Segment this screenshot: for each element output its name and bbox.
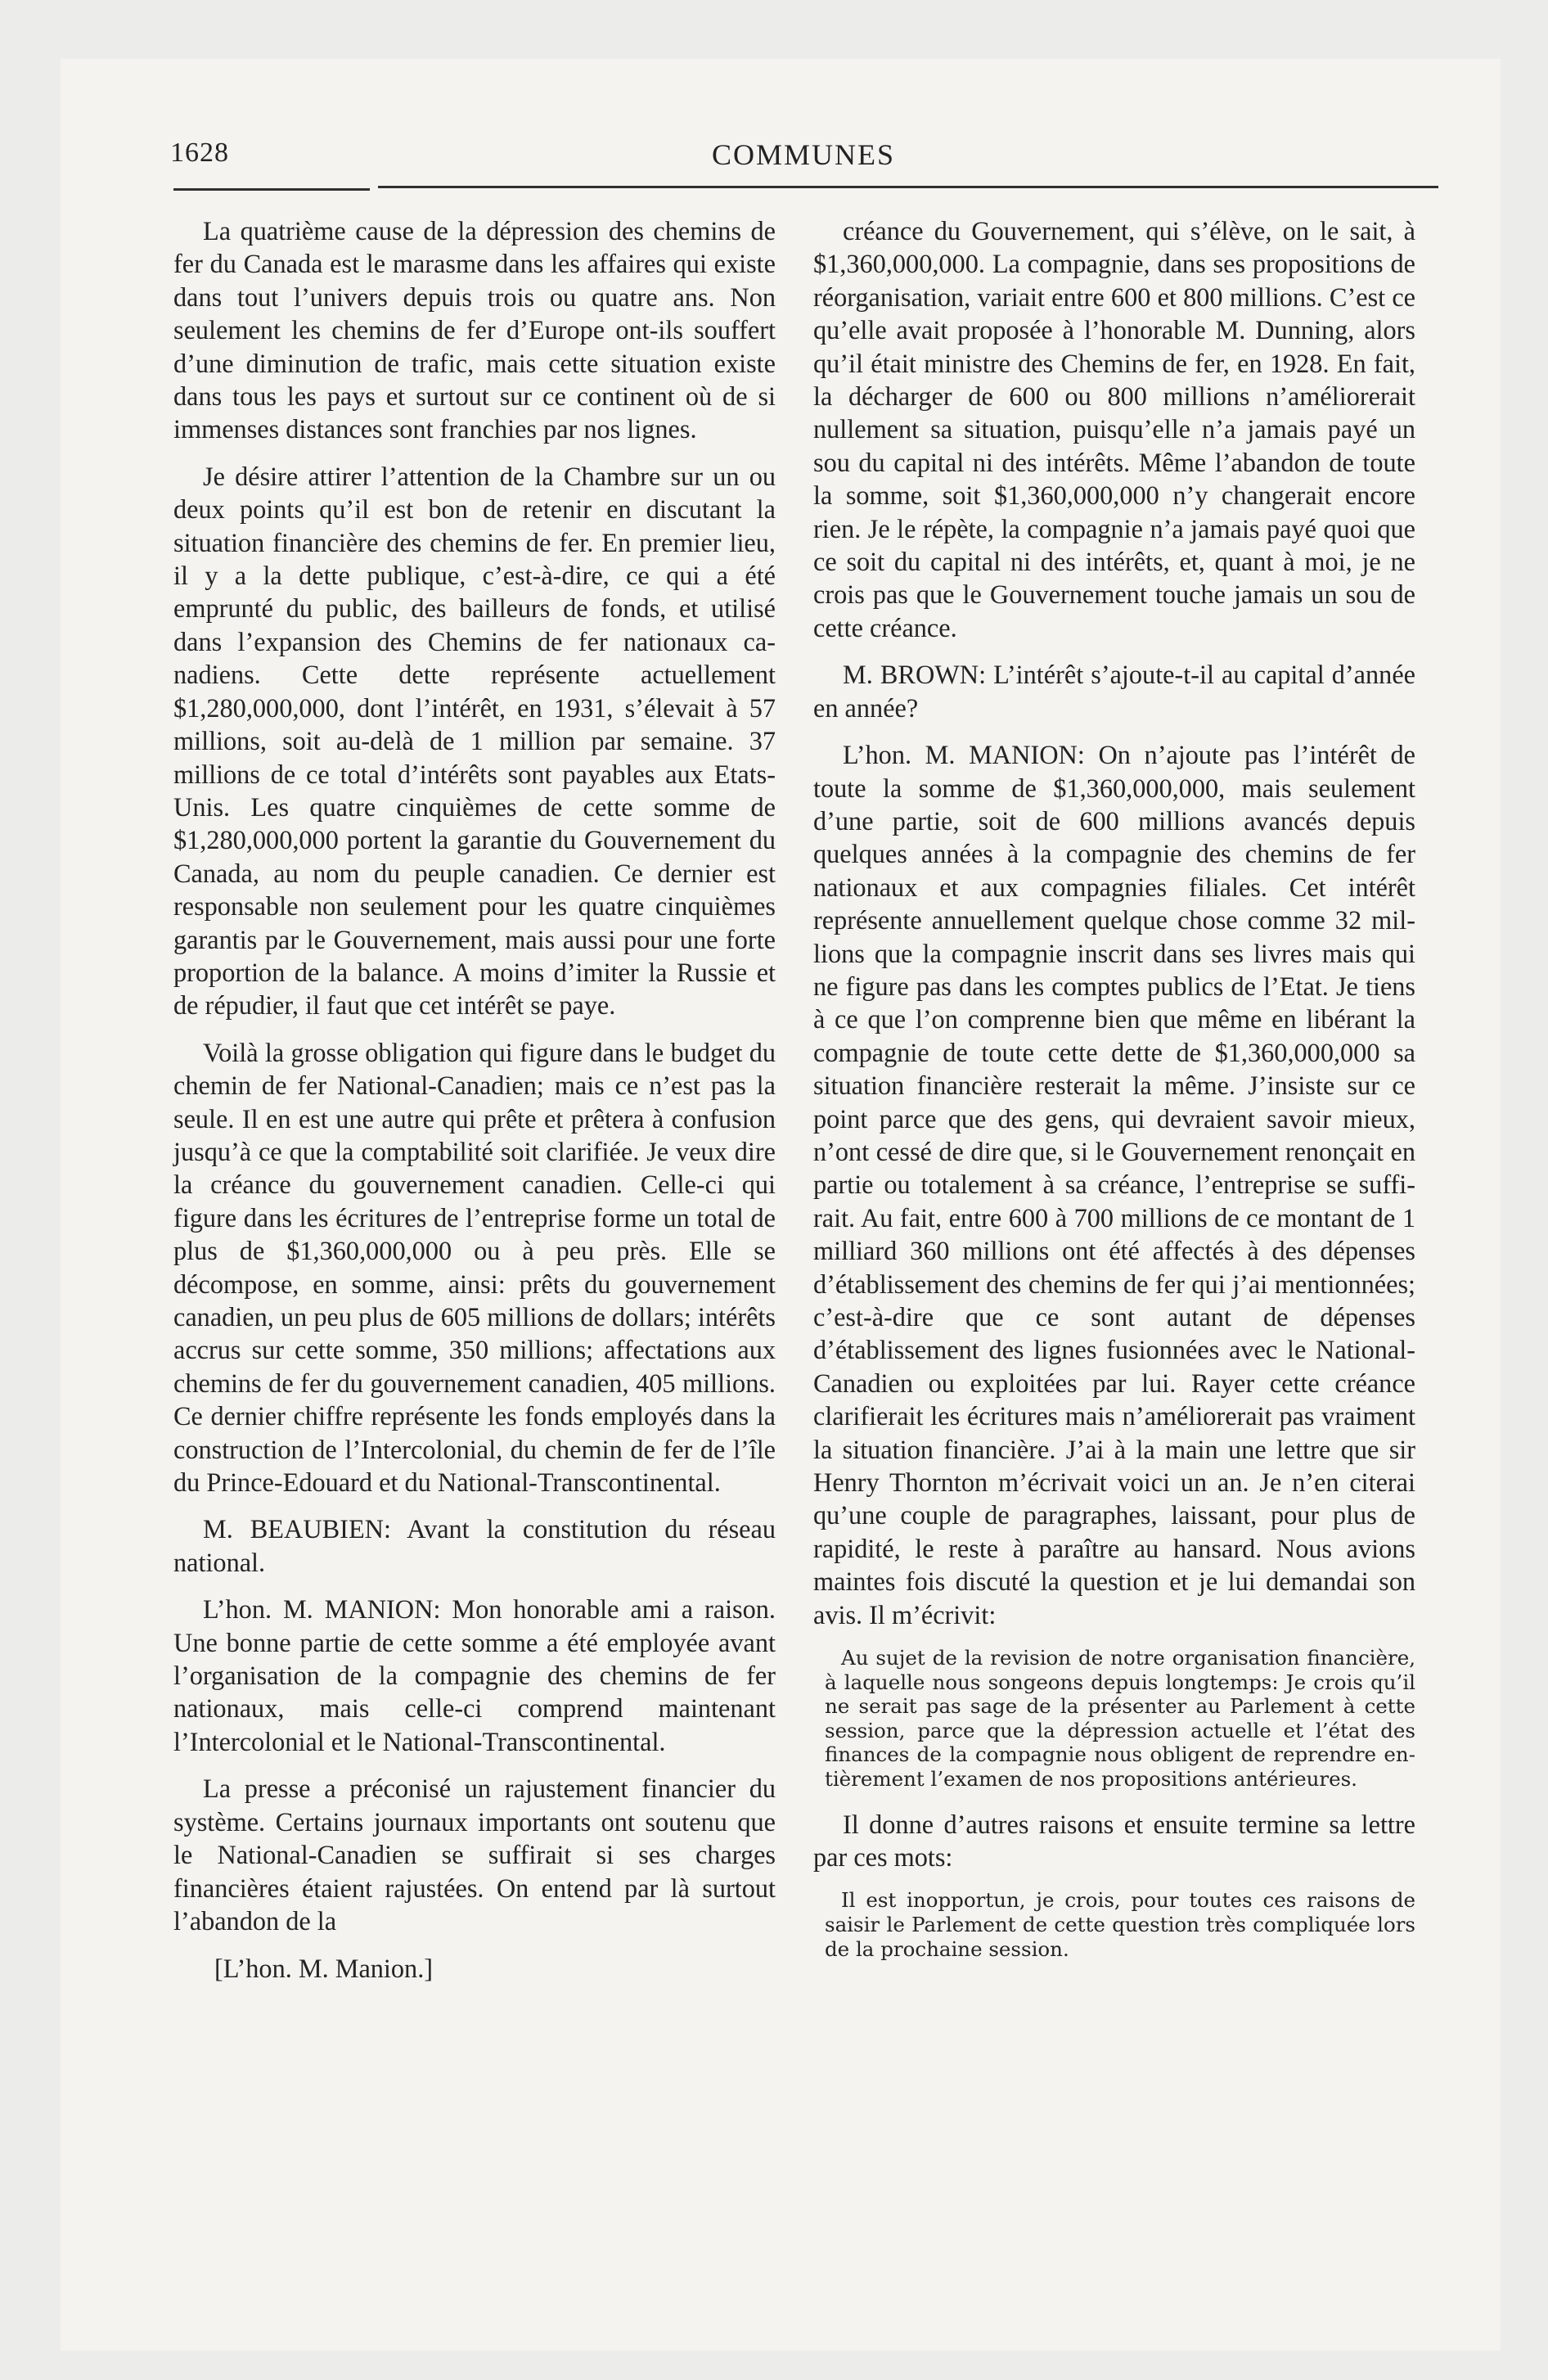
paragraph-speaker-beaubien: M. BEAUBIEN: Avant la constitution du réseau national. bbox=[173, 1514, 776, 1577]
paragraph: La quatrième cause de la dépression des chemins de fer du Canada est le marasme dans les affaires qui existe dans tout l’univers depuis trois ou quatre ans. Non seulement les chemins de fer d’Europe ont-ils souffert d’une diminution de trafic, mais cette situation existe dans tous les pays et surtout sur ce continent où de si immenses distances sont franchies par nos lignes. bbox=[173, 216, 776, 444]
paragraph-speaker-manion: L’hon. M. MANION: On n’ajoute pas l’intérêt de toute la somme de $1,360,000,000, mais seulement d’une partie, soit de 600 millions avancés depuis quelques années à la compagnie des chemins de fer nationaux et aux compagnies filiales. Cet intérêt représente annuellement quelque chose comme 32 millions que la compagnie inscrit dans ses livres mais qui ne figure pas dans les comptes publics de l’Etat. Je tiens à ce que l’on comprenne bien que même en libérant la compagnie de toute cette dette de $1,360,000,000 sa situation financière resterait la même. J’insiste sur ce point parce que des gens, qui devraient savoir mieux, n’ont cessé de dire que, si le Gouvernement renonçait en partie ou totalement à sa créance, l’entreprise se suffirait. Au fait, entre 600 à 700 millions de ce montant de 1 milliard 360 millions ont été affectés à des dépenses d’établissement des chemins de fer qui j’ai mentionnées; c’est-à-dire que ce sont autant de dépenses d’établissement des lignes fusionnées avec le National-Canadien ou exploitées par lui. Rayer cette créance clarifierait les écritures mais n’améliorerait pas vraiment la situation financière. J’ai à la main une lettre que sir Henry Thornton m’écrivait voici un an. Je n’en citerai qu’une couple de paragraphes, laissant, pour plus de rapidité, le reste à paraître au hansard. Nous avions maintes fois discuté la question et je lui demandai son avis. Il m’écrivit: bbox=[813, 740, 1415, 1629]
paragraph: Je désire attirer l’attention de la Chambre sur un ou deux points qu’il est bon de retenir en discutant la situation financière des chemins de fer. En premier lieu, il y a la dette publique, c’est-à-dire, ce qui a été emprunté du public, des bailleurs de fonds, et utilisé dans l’expansion des Chemins de fer nationaux canadiens. Cette dette représente actuellement $1,280,000,000, dont l’intérêt, en 1931, s’élevait à 57 millions, soit au-delà de 1 million par semaine. 37 millions de ce total d’intérêts sont payables aux Etats-Unis. Les quatre cinquièmes de cette somme de $1,280,000,000 portent la garantie du Gouvernement du Canada, au nom du peuple canadien. Ce dernier est responsable non seulement pour les quatre cinquièmes garantis par le Gouvernement, mais aussi pour une forte proportion de la balance. A moins d’imiter la Russie et de répudier, il faut que cet intérêt se paye. bbox=[173, 461, 776, 1021]
paragraph: La presse a préconisé un rajustement financier du système. Certains journaux importants ont soutenu que le National-Canadien se suffirait si ses charges financières étaient rajustées. On entend par là surtout l’abandon de la bbox=[173, 1774, 776, 1936]
speaker-footer: [L’hon. M. Manion.] bbox=[214, 1954, 434, 1984]
paragraph-speaker-brown: M. BROWN: L’intérêt s’ajoute-t-il au capital d’année en année? bbox=[813, 660, 1415, 723]
running-title: COMMUNES bbox=[711, 138, 896, 171]
letter-quote-closing: Il est inopportun, je crois, pour toutes ces raisons de saisir le Parlement de cette question très compliquée lors de la prochaine session. bbox=[825, 1888, 1415, 1961]
right-column bbox=[813, 214, 1415, 1961]
header-rule-right bbox=[378, 186, 1438, 188]
left-column bbox=[173, 214, 776, 1986]
header-rule-left bbox=[173, 188, 370, 191]
paragraph-speaker-manion: L’hon. M. MANION: Mon honorable ami a raison. Une bonne partie de cette somme a été employée avant l’organisation de la compagnie des chemins de fer nationaux, mais celle-ci comprend maintenant l’Intercolonial et le National-Transcontinental. bbox=[173, 1594, 776, 1756]
paragraph: créance du Gouvernement, qui s’élève, on le sait, à $1,360,000,000. La compagnie, dans ses propositions de réorganisation, variait entre 600 et 800 millions. C’est ce qu’elle avait proposée à l’honorable M. Dunning, alors qu’il était ministre des Chemins de fer, en 1928. En fait, la décharger de 600 ou 800 millions n’améliorerait nullement sa situation, puisqu’elle n’a jamais payé un sou du capital ni des intérêts. Même l’abandon de toute la somme, soit $1,360,000,000 n’y changerait encore rien. Je le répète, la compagnie n’a jamais payé quoi que ce soit du capital ni des intérêts, et, quant à moi, je ne crois pas que le Gouvernement touche jamais un sou de cette créance. bbox=[813, 216, 1415, 642]
page-header bbox=[170, 137, 1437, 170]
paragraph: Voilà la grosse obligation qui figure dans le budget du chemin de fer National-Canadien; mais ce n’est pas la seule. Il en est une autre qui prête et prêtera à confusion jusqu’à ce que la comptabilité soit clarifiée. Je veux dire la créance du gouvernement canadien. Celle-ci qui figure dans les écritures de l’entreprise forme un total de plus de $1,360,000,000 ou à peu près. Elle se décompose, en somme, ainsi: prêts du gouvernement canadien, un peu plus de 605 millions de dollars; intérêts accrus sur cette somme, 350 millions; affectations aux chemins de fer du gouvernement canadien, 405 millions. Ce dernier chiffre représente les fonds employés dans la construction de l’Intercolonial, du chemin de fer de l’île du Prince-Edouard et du National-Transcontinental. bbox=[173, 1037, 776, 1498]
page-number: 1628 bbox=[170, 137, 229, 168]
paragraph: Il donne d’autres raisons et ensuite termine sa lettre par ces mots: bbox=[813, 1809, 1415, 1873]
letter-quote: Au sujet de la revision de notre organisation financière, à laquelle nous songeons depuis longtemps: Je crois qu’il ne serait pas sage de la présenter au Parlement à cette session, parce que la dépression actuelle et l’état des finances de la compagnie nous obligent de reprendre entièrement l’examen de nos propositions antérieures. bbox=[825, 1646, 1415, 1792]
